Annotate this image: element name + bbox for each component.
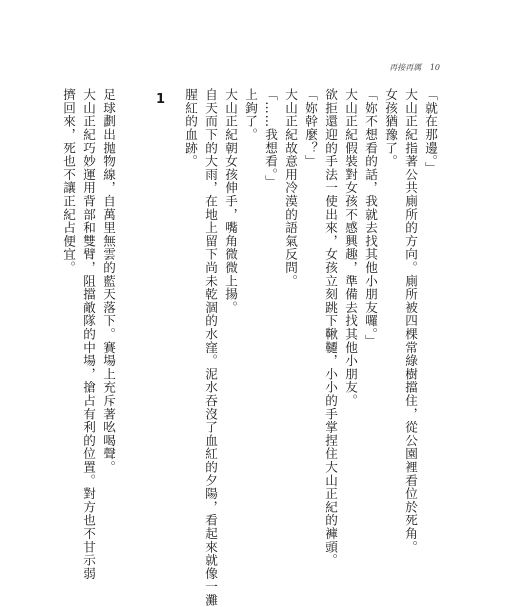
text-line: 大山正紀指著公共廁所的方向。廁所被四棵常綠樹擋住，從公園裡看位於死角。	[403, 88, 418, 554]
running-head-title: 再接再厲	[389, 63, 422, 72]
text-line: 大山正紀巧妙運用背部和雙臂，阻擋敵隊的中場，搶占有利的位置。對方也不甘示弱	[81, 88, 96, 581]
section-number: 1	[153, 92, 168, 108]
text-line: 欲拒還迎的手法一使出來，女孩立刻跳下鞦韆，小小的手掌捏住大山正紀的褲頭。	[323, 88, 338, 567]
text-line: 擠回來，死也不讓正紀占便宜。	[61, 88, 76, 275]
text-line: 腥紅的血跡。	[183, 88, 198, 168]
text-line: 足球劃出拋物線，自萬里無雲的藍天落下。賽場上充斥著吆喝聲。	[101, 88, 116, 474]
text-line: 「就在那邊。」	[423, 88, 438, 175]
text-line: 「妳不想看的話，我就去找其他小朋友囉。」	[363, 88, 378, 348]
running-head	[360, 62, 440, 73]
vertical-text-body	[58, 88, 440, 607]
text-line: 大山正紀假裝對女孩不感興趣，準備去找其他小朋友。	[343, 88, 358, 408]
text-line: 自天而下的大雨，在地上留下尚未乾涸的水窪。泥水吞沒了血紅的夕陽，看起來就像一灘	[203, 88, 218, 607]
text-line: 上鉤了。	[243, 88, 258, 142]
text-line: 大山正紀朝女孩伸手，嘴角微微上揚。	[223, 88, 238, 315]
text-line: 「妳幹麼？」	[303, 88, 318, 168]
text-line: 大山正紀故意用冷漠的語氣反問。	[283, 88, 298, 288]
text-line: 女孩猶豫了。	[383, 88, 398, 168]
page-number: 10	[429, 63, 440, 72]
text-line: 「……我想看。」	[263, 88, 278, 189]
